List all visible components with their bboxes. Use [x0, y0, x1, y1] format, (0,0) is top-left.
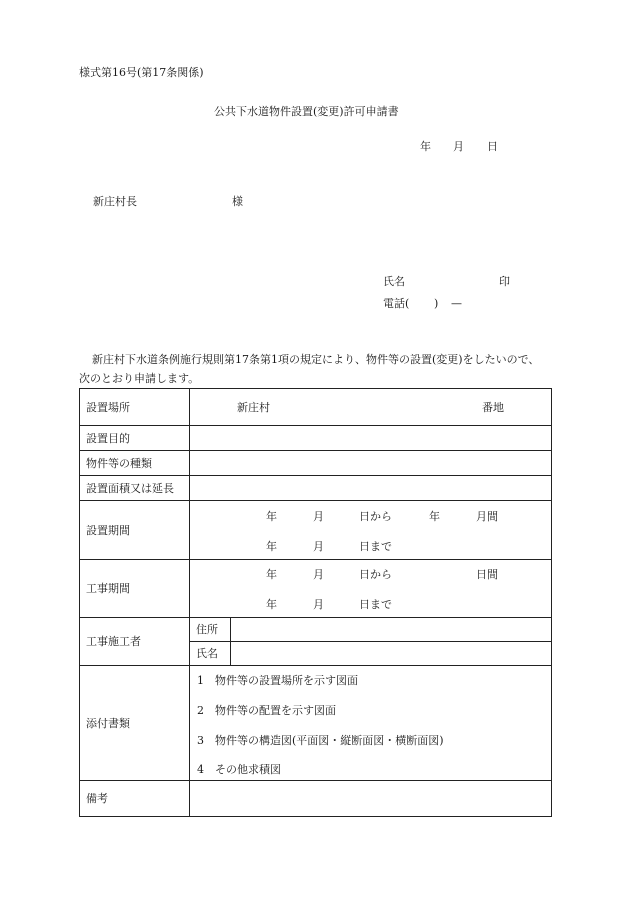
- construction-end-month: 月: [313, 598, 324, 611]
- row-contractor-address: [80, 618, 552, 642]
- construction-end-year: 年: [266, 598, 277, 611]
- date-year: 年: [420, 140, 431, 153]
- attachments-list: [190, 666, 552, 781]
- applicant-name-label: 氏名: [383, 275, 405, 288]
- contractor-address-label: 住所: [190, 618, 231, 642]
- period-field[interactable]: [190, 501, 552, 560]
- kind-label: 物件等の種類: [80, 451, 190, 476]
- document-title: 公共下水道物件設置(変更)許可申請書: [214, 105, 399, 118]
- row-period: [80, 501, 552, 560]
- construction-field[interactable]: [190, 560, 552, 618]
- attachment-item-4: 4 その他求積図: [197, 763, 281, 776]
- phone-label: 電話(: [383, 297, 410, 310]
- period-years: 年: [429, 510, 440, 523]
- location-lot: 番地: [482, 401, 504, 414]
- construction-start-year: 年: [266, 568, 277, 581]
- row-remarks: [80, 781, 552, 817]
- body-text-line2: 次のとおり申請します。: [79, 372, 200, 385]
- location-label: 設置場所: [80, 389, 190, 426]
- attachment-item-3: 3 物件等の構造図(平面図・縦断面図・横断面図): [197, 734, 444, 747]
- row-construction: [80, 560, 552, 618]
- area-field[interactable]: [190, 476, 552, 501]
- remarks-field[interactable]: [190, 781, 552, 817]
- row-purpose: [80, 426, 552, 451]
- attachment-item-1: 1 物件等の設置場所を示す図面: [197, 674, 358, 687]
- area-label: 設置面積又は延長: [80, 476, 190, 501]
- contractor-address-field[interactable]: [231, 618, 552, 642]
- construction-start-month: 月: [313, 568, 324, 581]
- construction-start-day: 日から: [359, 568, 392, 581]
- period-label: 設置期間: [80, 501, 190, 560]
- construction-end-day: 日まで: [359, 598, 392, 611]
- period-end-year: 年: [266, 540, 277, 553]
- date-month: 月: [453, 140, 464, 153]
- row-area: [80, 476, 552, 501]
- location-village: 新庄村: [237, 401, 270, 414]
- period-start-year: 年: [266, 510, 277, 523]
- form-number: 様式第16号(第17条関係): [79, 66, 204, 79]
- date-day: 日: [487, 140, 498, 153]
- body-text-line1: 新庄村下水道条例施行規則第17条第1項の規定により、物件等の設置(変更)をしたいので、: [92, 353, 540, 366]
- seal-mark: 印: [499, 275, 510, 288]
- purpose-field[interactable]: [190, 426, 552, 451]
- row-location: [80, 389, 552, 426]
- remarks-label: 備考: [80, 781, 190, 817]
- phone-paren-close: ): [434, 297, 439, 310]
- period-months: 月間: [476, 510, 498, 523]
- period-start-day: 日から: [359, 510, 392, 523]
- addressee-name: 新庄村長: [93, 195, 137, 208]
- addressee-honorific: 様: [232, 195, 243, 208]
- purpose-label: 設置目的: [80, 426, 190, 451]
- application-table: [79, 388, 552, 817]
- period-start-month: 月: [313, 510, 324, 523]
- period-end-month: 月: [313, 540, 324, 553]
- row-kind: [80, 451, 552, 476]
- phone-dash: —: [451, 297, 462, 310]
- contractor-name-field[interactable]: [231, 642, 552, 666]
- row-attachments: [80, 666, 552, 781]
- attachments-label: 添付書類: [80, 666, 190, 781]
- construction-label: 工事期間: [80, 560, 190, 618]
- period-end-day: 日まで: [359, 540, 392, 553]
- construction-days: 日間: [476, 568, 498, 581]
- location-field[interactable]: [190, 389, 552, 426]
- kind-field[interactable]: [190, 451, 552, 476]
- attachment-item-2: 2 物件等の配置を示す図面: [197, 704, 336, 717]
- contractor-label: 工事施工者: [80, 618, 190, 666]
- contractor-name-label: 氏名: [190, 642, 231, 666]
